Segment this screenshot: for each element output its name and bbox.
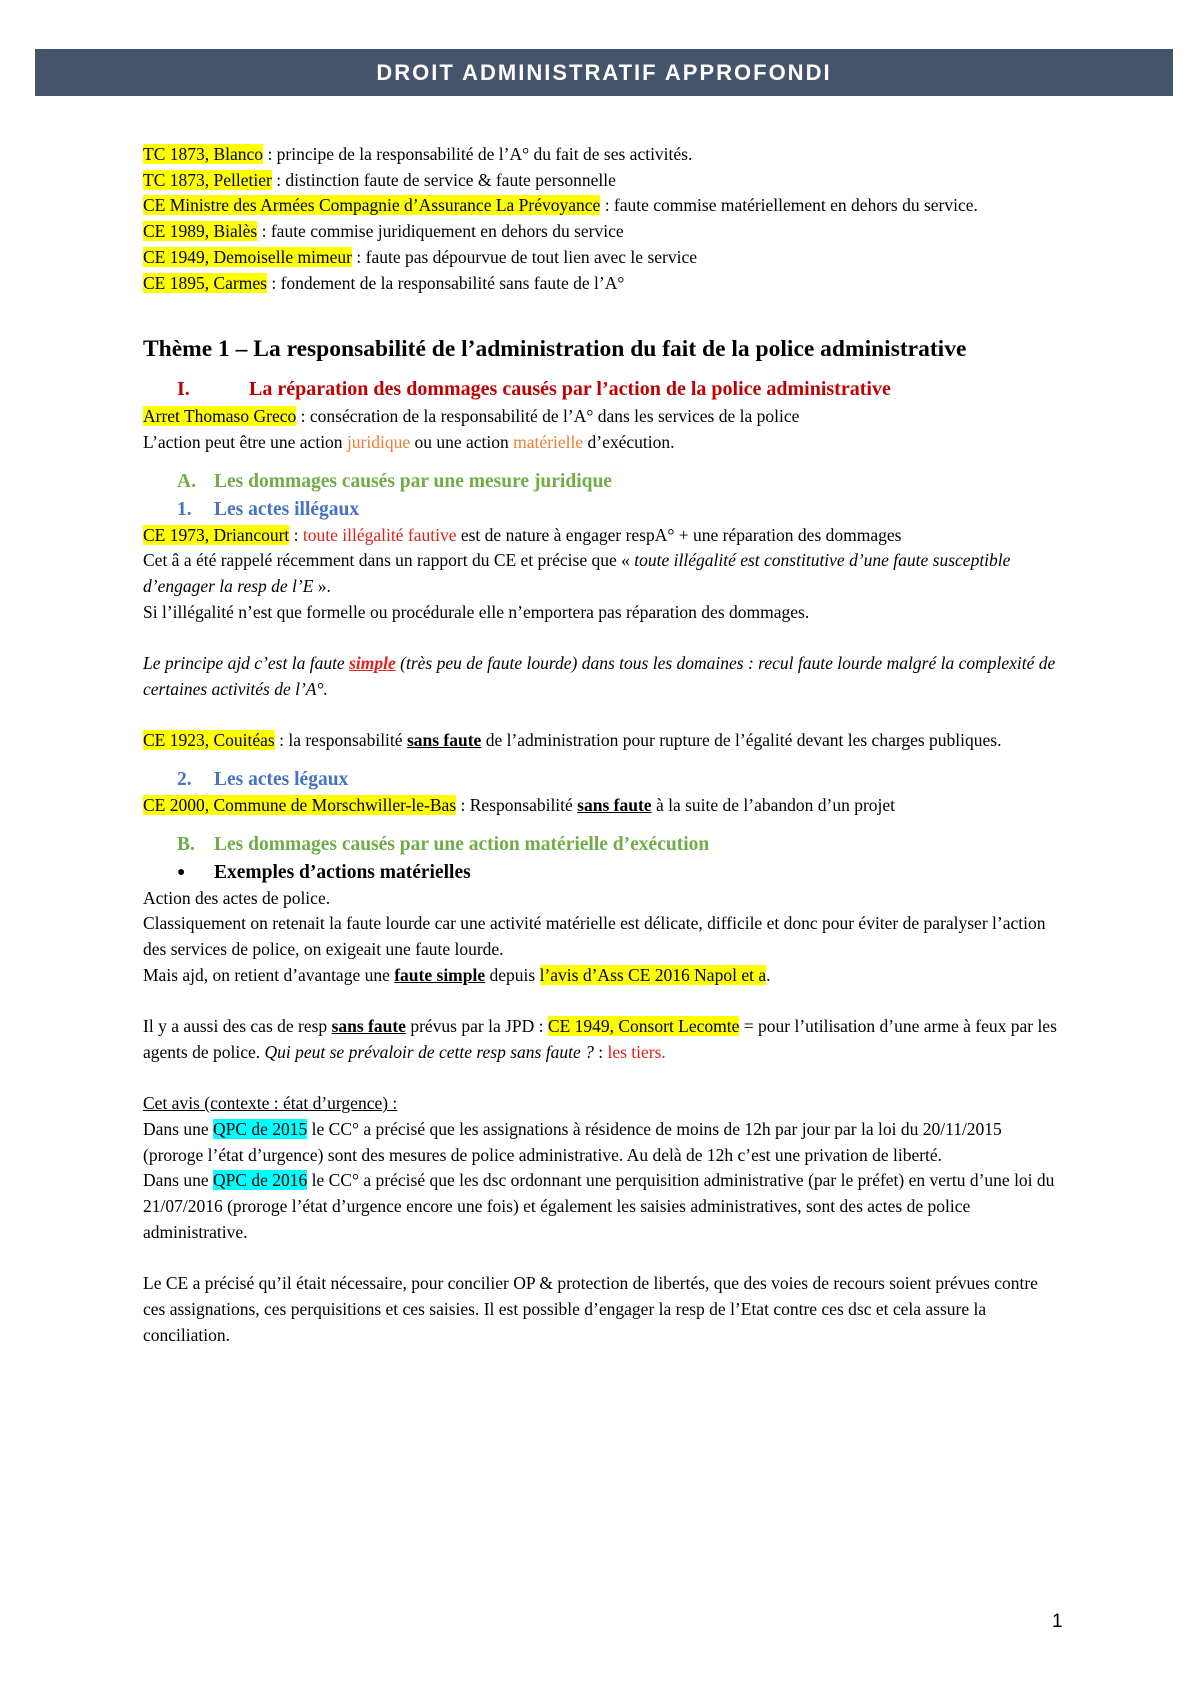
qpc-2016-paragraph [143, 1168, 1063, 1245]
text: : [593, 1041, 608, 1062]
red-emphasis: simple [349, 653, 396, 674]
qpc-ref: QPC de 2015 [212, 1118, 308, 1139]
text: depuis [485, 964, 540, 985]
action-police-line: Action des actes de police. [143, 887, 331, 908]
rappel-paragraph [143, 548, 1063, 599]
principe-paragraph [143, 651, 1063, 702]
case-desc: : fondement de la responsabilité sans faute de l’A° [266, 272, 625, 293]
red-emphasis: toute illégalité fautive [302, 524, 457, 545]
text: Mais ajd, on retient d’avantage une [143, 964, 395, 985]
red-emphasis: les tiers. [607, 1041, 666, 1062]
page-number: 1 [1052, 1611, 1063, 1632]
spacer [143, 625, 1063, 651]
morschwiller-paragraph [143, 793, 1063, 819]
subsubsection-title: Les actes légaux [214, 768, 349, 790]
spacer [143, 1066, 1063, 1092]
qpc-ref: QPC de 2016 [212, 1170, 308, 1191]
subsubsection-number: 2. [177, 768, 192, 790]
bullet-heading [177, 859, 1063, 886]
case-ref: CE 1949, Consort Lecomte [547, 1016, 740, 1037]
driancourt-paragraph [143, 523, 1063, 549]
bold-emphasis: sans faute [331, 1016, 406, 1037]
text: prévus par la JPD : [405, 1016, 548, 1037]
formelle-paragraph: Si l’illégalité n’est que formelle ou procédurale elle n’emportera pas réparation des dommages. [143, 601, 810, 622]
avis-heading: Cet avis (contexte : état d’urgence) : [143, 1093, 398, 1114]
case-ref: CE 2000, Commune de Morschwiller-le-Bas [143, 794, 457, 815]
case-ref: Arret Thomaso Greco [143, 406, 297, 427]
case-ref: l’avis d’Ass CE 2016 Napol et a [539, 964, 767, 985]
bullet-icon: ● [177, 864, 186, 880]
case-desc: : distinction faute de service & faute personnelle [271, 169, 616, 190]
subsection-letter: B. [177, 833, 195, 855]
text: de l’administration pour rupture de l’égalité devant les charges publiques. [481, 730, 1002, 751]
text: Il y a aussi des cas de resp [143, 1016, 332, 1037]
document-body [143, 142, 1063, 1348]
subsection-title: Les dommages causés par une mesure juridique [214, 470, 612, 492]
spacer [143, 1245, 1063, 1271]
text: : Responsabilité [456, 794, 578, 815]
text: Dans une [143, 1118, 213, 1139]
section-heading [143, 374, 1063, 404]
lecomte-paragraph [143, 1014, 1063, 1065]
quote-italic: toute illégalité est constitutive d’une faute susceptible d’engager la resp de l’E [143, 550, 1011, 597]
subsubsection-title: Les actes illégaux [214, 498, 360, 520]
keyword-juridique: juridique [346, 431, 411, 452]
text: Dans une [143, 1170, 213, 1191]
ajd-paragraph [143, 963, 1063, 989]
text: ou une action [410, 431, 514, 452]
text: est de nature à engager respA° + une réparation des dommages [456, 524, 902, 545]
qpc-2015-paragraph [143, 1117, 1063, 1168]
case-ref: CE 1973, Driancourt [143, 524, 290, 545]
keyword-materielle: matérielle [513, 431, 584, 452]
text: Le principe ajd c’est la faute [143, 653, 350, 674]
spacer [143, 703, 1063, 729]
couiteas-paragraph [143, 728, 1063, 754]
case-desc: : principe de la responsabilité de l’A° du fait de ses activités. [263, 144, 693, 164]
text: (très peu de faute lourde) dans tous les domaines : recul faute lourde malgré la complexité de certaines activités de l’A°. [143, 653, 1056, 699]
text: ». [313, 576, 331, 597]
greco-line [143, 404, 1063, 430]
subsection-heading-b [177, 831, 1063, 859]
intro-line [143, 142, 1063, 168]
bold-emphasis: faute simple [394, 964, 486, 985]
theme-heading: Thème 1 – La responsabilité de l’administration du fait de la police administrative [143, 336, 967, 363]
intro-line [143, 219, 1063, 245]
header-bar [35, 49, 1173, 96]
subsubsection-number: 1. [177, 498, 192, 520]
conclusion-paragraph: Le CE a précisé qu’il était nécessaire, pour concilier OP & protection de libertés, que des voies de recours soient prévues contre ces assignations, ces perquisitions et ces saisies. Il est possible d’engager la resp de l’Etat contre ces dsc et cela assure la conciliation. [143, 1273, 1038, 1345]
intro-line [143, 245, 1063, 271]
text: : [289, 524, 303, 545]
subsection-letter: A. [177, 470, 196, 492]
bullet-title: Exemples d’actions matérielles [214, 861, 471, 883]
case-ref: CE Ministre des Armées Compagnie d’Assurance La Prévoyance [143, 195, 601, 216]
text: à la suite de l’abandon d’un projet [651, 794, 896, 815]
text: le CC° a précisé que les assignations à résidence de moins de 12h par jour par la loi du 20/11/2015 (proroge l’état d’urgence) sont des mesures de police administrative. Au delà de 12h c’est une privation de liberté. [143, 1118, 1002, 1165]
section-title-text: La réparation des dommages causés par l’action de la police administrative [249, 378, 891, 401]
text: . [766, 964, 771, 985]
case-ref: CE 1923, Couitéas [143, 730, 275, 751]
case-ref: TC 1873, Blanco [143, 144, 264, 164]
intro-list [143, 142, 1063, 296]
case-ref: TC 1873, Pelletier [143, 169, 272, 190]
classiquement-paragraph: Classiquement on retenait la faute lourde car une activité matérielle est délicate, difficile et donc pour éviter de paralyser l’action des services de police, on exigeait une faute lourde. [143, 913, 1046, 960]
intro-line [143, 271, 1063, 297]
text: L’action peut être une action [143, 431, 347, 452]
section-number: I. [177, 378, 190, 401]
case-ref: CE 1949, Demoiselle mimeur [143, 246, 352, 267]
text: le CC° a précisé que les dsc ordonnant une perquisition administrative (par le préfet) en vertu d’une loi du 21/07/2016 (proroge l’état d’urgence encore une fois) et également les saisies administratives, sont des actes de police administrative. [143, 1170, 1055, 1242]
case-desc: : faute pas dépourvue de tout lien avec le service [352, 246, 697, 267]
subsection-heading-a [177, 468, 1063, 496]
intro-line [143, 168, 1063, 194]
bold-emphasis: sans faute [406, 730, 482, 751]
case-ref: CE 1989, Bialès [143, 221, 258, 242]
question-italic: Qui peut se prévaloir de cette resp sans faute ? [264, 1041, 594, 1062]
bold-emphasis: sans faute [577, 794, 652, 815]
text: : la responsabilité [274, 730, 407, 751]
spacer [143, 988, 1063, 1014]
text: d’exécution. [583, 431, 675, 452]
text: = pour l’utilisation d’une arme à feux par les agents de police. [143, 1016, 1057, 1062]
intro-line [143, 193, 1063, 219]
case-desc: : consécration de la responsabilité de l’A° dans les services de la police [296, 406, 800, 427]
case-desc: : faute commise matériellement en dehors du service. [600, 195, 978, 216]
subsubsection-heading-2 [177, 766, 1063, 793]
case-desc: : faute commise juridiquement en dehors du service [257, 221, 624, 242]
text: Cet â a été rappelé récemment dans un rapport du CE et précise que « [143, 550, 635, 571]
subsubsection-heading-1 [177, 496, 1063, 523]
subsection-title: Les dommages causés par une action matérielle d’exécution [214, 833, 710, 855]
document-title: DROIT ADMINISTRATIF APPROFONDI [376, 59, 832, 85]
case-ref: CE 1895, Carmes [143, 272, 267, 293]
action-line [143, 430, 1063, 456]
